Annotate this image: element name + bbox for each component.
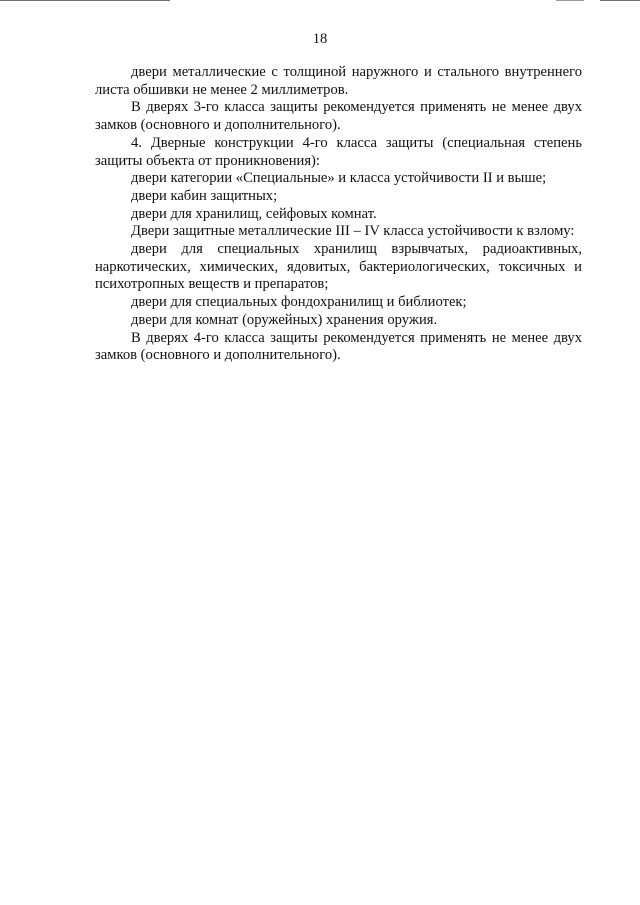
- paragraph: 4. Дверные конструкции 4-го класса защиты (специальная степень защиты объекта от проникновения):: [95, 134, 582, 169]
- document-body: [95, 64, 582, 365]
- scan-edge-line: [600, 0, 640, 1]
- paragraph: В дверях 3-го класса защиты рекомендуется применять не менее двух замков (основного и дополнительного).: [95, 99, 582, 134]
- paragraph: двери для специальных хранилищ взрывчатых, радиоактивных, наркотических, химических, ядовитых, бактериологических, токсичных и психотропных веществ и препаратов;: [95, 241, 582, 293]
- scan-edge-line: [0, 0, 170, 1]
- paragraph: двери металлические с толщиной наружного и стального внутреннего листа обшивки не менее 2 миллиметров.: [95, 64, 582, 98]
- paragraph: двери для хранилищ, сейфовых комнат.: [131, 205, 377, 222]
- paragraph: двери для специальных фондохранилищ и библиотек;: [131, 294, 467, 311]
- paragraph: В дверях 4-го класса защиты рекомендуется применять не менее двух замков (основного и дополнительного).: [95, 329, 582, 364]
- page-number: 18: [312, 31, 328, 47]
- paragraph: двери кабин защитных;: [131, 187, 278, 204]
- scan-edge-line: [556, 0, 584, 1]
- paragraph: двери категории «Специальные» и класса устойчивости II и выше;: [131, 170, 547, 187]
- paragraph: двери для комнат (оружейных) хранения оружия.: [131, 311, 438, 328]
- paragraph: Двери защитные металлические III – IV класса устойчивости к взлому:: [131, 223, 575, 240]
